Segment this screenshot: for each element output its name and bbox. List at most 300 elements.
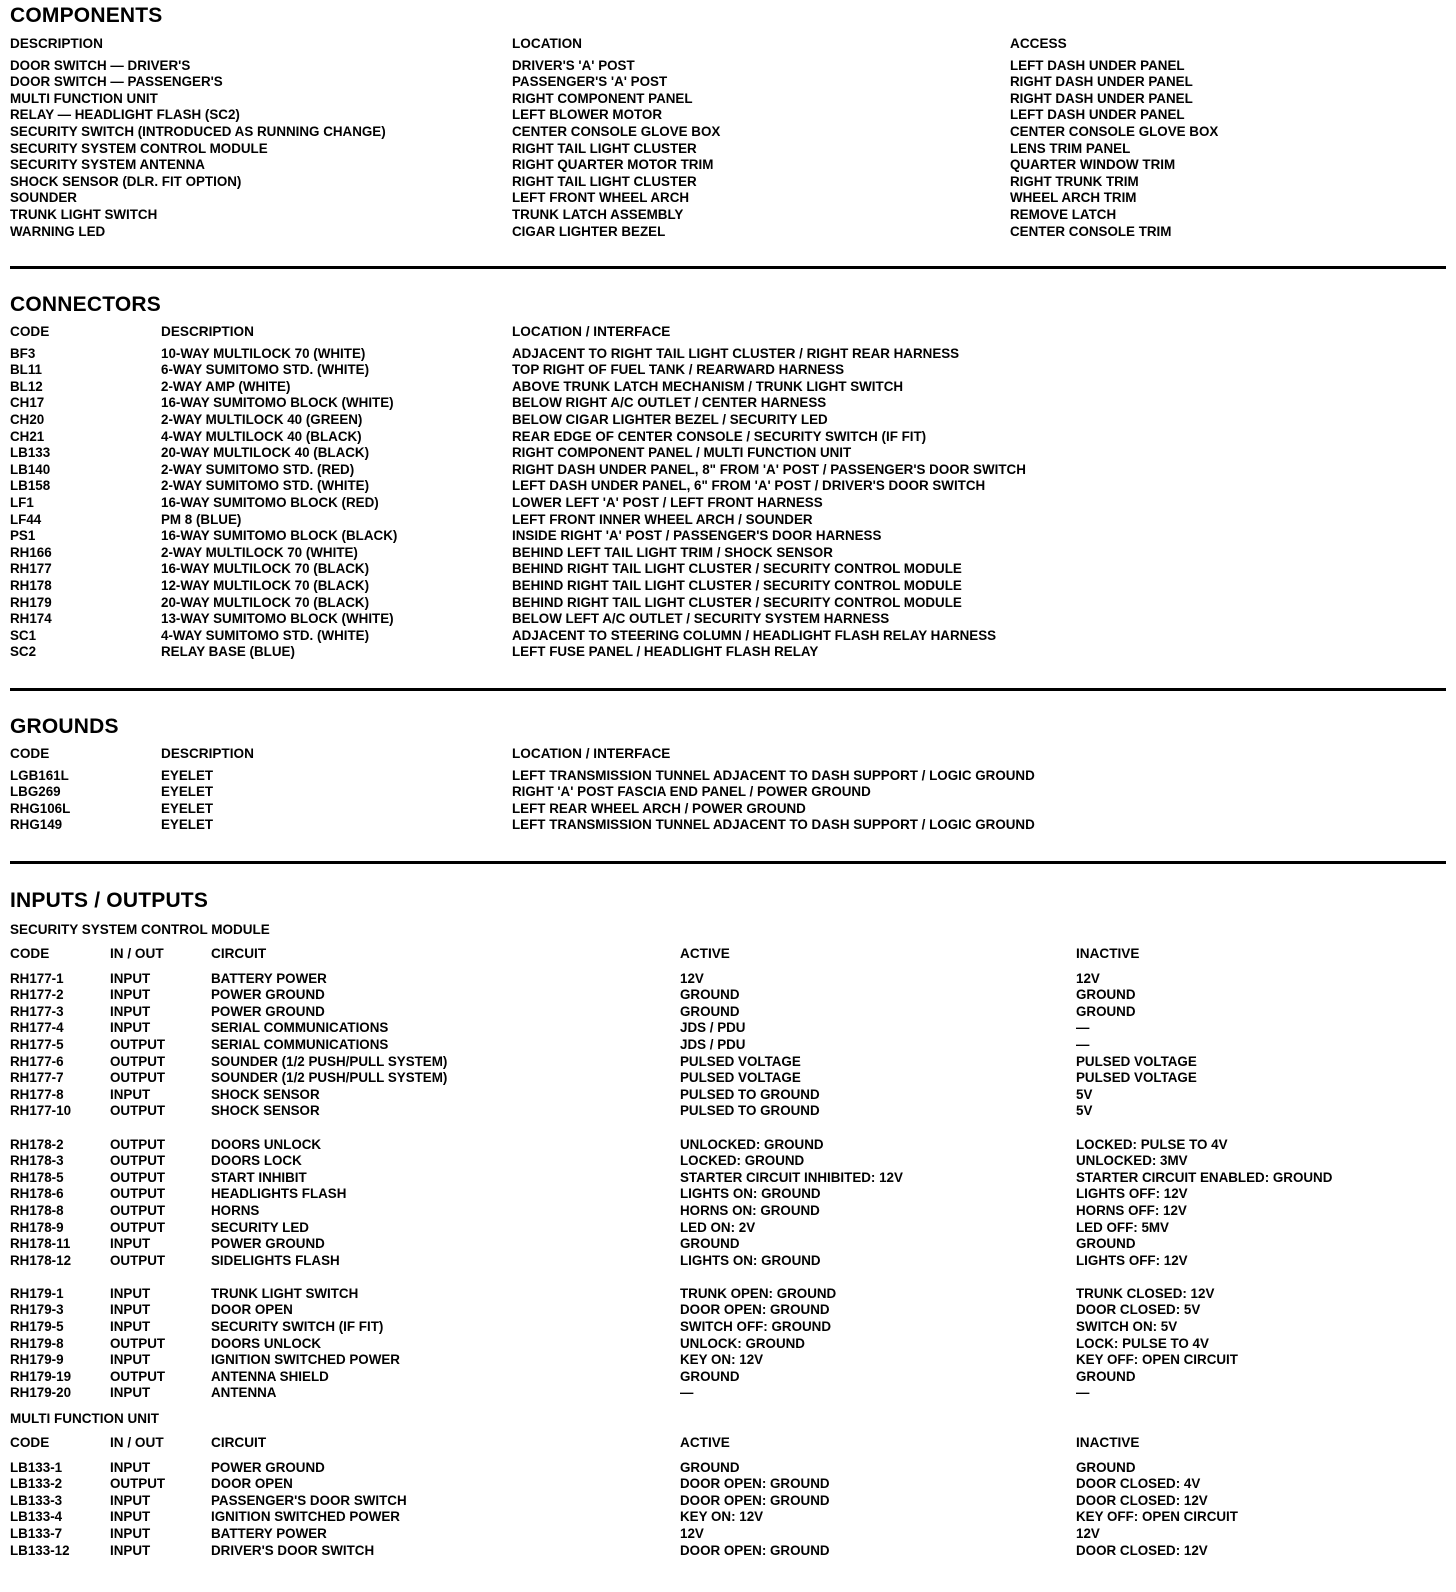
cell: BEHIND RIGHT TAIL LIGHT CLUSTER / SECURITY CONTROL MODULE: [512, 594, 962, 610]
table-row: [10, 1020, 1446, 1037]
column-header: CODE: [10, 746, 50, 761]
section-divider: [10, 861, 1446, 864]
cell: RH178-2: [10, 1136, 64, 1152]
cell: SC2: [10, 644, 37, 660]
cell: PS1: [10, 528, 36, 544]
cell: LEFT FUSE PANEL / HEADLIGHT FLASH RELAY: [512, 644, 819, 660]
cell: DOOR CLOSED: 12V: [1076, 1542, 1208, 1558]
group-spacer: [10, 1269, 1446, 1286]
cell: LEFT DASH UNDER PANEL: [1010, 107, 1185, 123]
table-row: [10, 1203, 1446, 1220]
cell: —: [1076, 1020, 1090, 1036]
cell: LBG269: [10, 784, 61, 800]
cell: BL11: [10, 362, 43, 378]
cell: SERIAL COMMUNICATIONS: [211, 1036, 389, 1052]
cell: PASSENGER'S DOOR SWITCH: [211, 1492, 407, 1508]
cell: ANTENNA SHIELD: [211, 1368, 329, 1384]
io-header: [10, 946, 1446, 963]
cell: LGB161L: [10, 767, 69, 783]
cell: SECURITY SYSTEM CONTROL MODULE: [10, 140, 268, 156]
cell: RH177-3: [10, 1003, 64, 1019]
cell: BEHIND RIGHT TAIL LIGHT CLUSTER / SECURITY CONTROL MODULE: [512, 577, 962, 593]
cell: INPUT: [110, 1385, 151, 1401]
column-header: INACTIVE: [1076, 946, 1140, 961]
column-header: CIRCUIT: [211, 1435, 267, 1451]
cell: TRUNK LIGHT SWITCH: [211, 1285, 359, 1301]
table-row: [10, 412, 1446, 429]
cell: OUTPUT: [110, 1252, 166, 1268]
cell: OUTPUT: [110, 1070, 166, 1086]
table-row: [10, 578, 1446, 595]
cell: POWER GROUND: [211, 1236, 325, 1252]
cell: BF3: [10, 345, 36, 361]
cell: DOOR CLOSED: 4V: [1076, 1476, 1201, 1492]
cell: OUTPUT: [110, 1169, 166, 1185]
cell: 4-WAY MULTILOCK 40 (BLACK): [161, 428, 362, 444]
cell: INPUT: [110, 987, 151, 1003]
cell: INPUT: [110, 1020, 151, 1036]
column-header: LOCATION: [512, 36, 582, 51]
cell: INPUT: [110, 1285, 151, 1301]
cell: EYELET: [161, 817, 214, 833]
cell: INPUT: [110, 1352, 151, 1368]
table-row: [10, 445, 1446, 462]
cell: RIGHT COMPONENT PANEL / MULTI FUNCTION UNIT: [512, 445, 852, 461]
table-row: [10, 561, 1446, 578]
cell: DOOR OPEN: GROUND: [680, 1542, 830, 1558]
table-row: [10, 1137, 1446, 1154]
cell: RH178-9: [10, 1219, 64, 1235]
cell: SOUNDER (1/2 PUSH/PULL SYSTEM): [211, 1070, 448, 1086]
cell: START INHIBIT: [211, 1169, 307, 1185]
cell: ABOVE TRUNK LATCH MECHANISM / TRUNK LIGHT SWITCH: [512, 378, 904, 394]
components-header: [10, 36, 1446, 53]
cell: LB133-4: [10, 1509, 63, 1525]
cell: INPUT: [110, 1492, 151, 1508]
cell: POWER GROUND: [211, 987, 325, 1003]
cell: UNLOCKED: 3MV: [1076, 1153, 1188, 1169]
section-title: COMPONENTS: [10, 4, 163, 27]
column-header: ACTIVE: [680, 1435, 730, 1451]
cell: RH178-6: [10, 1186, 64, 1202]
cell: OUTPUT: [110, 1136, 166, 1152]
cell: DOORS LOCK: [211, 1153, 302, 1169]
cell: DRIVER'S DOOR SWITCH: [211, 1542, 375, 1558]
cell: 13-WAY SUMITOMO BLOCK (WHITE): [161, 611, 394, 627]
cell: DOORS UNLOCK: [211, 1335, 322, 1351]
table-row: [10, 91, 1446, 108]
table-row: [10, 1302, 1446, 1319]
cell: 12V: [680, 1526, 704, 1541]
cell: GROUND: [680, 987, 740, 1003]
cell: RH179-1: [10, 1285, 64, 1301]
cell: PULSED TO GROUND: [680, 1086, 820, 1102]
cell: DOOR OPEN: GROUND: [680, 1492, 830, 1508]
table-row: [10, 1070, 1446, 1087]
cell: TRUNK CLOSED: 12V: [1076, 1285, 1215, 1301]
cell: BATTERY POWER: [211, 1526, 327, 1541]
cell: DOOR SWITCH — PASSENGER'S: [10, 74, 223, 90]
cell: 20-WAY MULTILOCK 70 (BLACK): [161, 594, 370, 610]
cell: GROUND: [1076, 1236, 1136, 1252]
grounds-rows: [10, 768, 1446, 834]
table-row: [10, 58, 1446, 75]
cell: RIGHT TAIL LIGHT CLUSTER: [512, 140, 697, 156]
cell: RHG149: [10, 817, 63, 833]
cell: SWITCH OFF: GROUND: [680, 1319, 831, 1335]
table-row: [10, 512, 1446, 529]
table-row: [10, 395, 1446, 412]
cell: DOOR OPEN: GROUND: [680, 1476, 830, 1492]
cell: HORNS: [211, 1202, 260, 1218]
cell: LF44: [10, 511, 42, 527]
cell: EYELET: [161, 800, 214, 816]
cell: PULSED VOLTAGE: [1076, 1053, 1197, 1069]
cell: GROUND: [680, 1368, 740, 1384]
cell: SHOCK SENSOR: [211, 1103, 320, 1119]
connectors-header: [10, 324, 1446, 341]
column-header: DESCRIPTION: [161, 746, 254, 761]
cell: RH179: [10, 594, 52, 610]
table-row: [10, 1493, 1446, 1510]
connectors-rows: [10, 346, 1446, 661]
cell: SERIAL COMMUNICATIONS: [211, 1020, 389, 1036]
cell: LEFT FRONT INNER WHEEL ARCH / SOUNDER: [512, 511, 813, 527]
cell: HORNS OFF: 12V: [1076, 1202, 1187, 1218]
table-row: [10, 1087, 1446, 1104]
cell: CH20: [10, 411, 45, 427]
table-row: [10, 628, 1446, 645]
cell: RH179-5: [10, 1319, 64, 1335]
cell: RH178-5: [10, 1169, 64, 1185]
cell: TRUNK LIGHT SWITCH: [10, 206, 158, 222]
cell: RH178-12: [10, 1252, 72, 1268]
cell: RH179-9: [10, 1352, 64, 1368]
cell: HORNS ON: GROUND: [680, 1202, 820, 1218]
table-row: [10, 1476, 1446, 1493]
table-row: [10, 987, 1446, 1004]
cell: WARNING LED: [10, 223, 106, 239]
cell: RH166: [10, 544, 52, 560]
cell: KEY ON: 12V: [680, 1352, 764, 1368]
cell: BELOW RIGHT A/C OUTLET / CENTER HARNESS: [512, 395, 827, 411]
cell: EYELET: [161, 784, 214, 800]
cell: POWER GROUND: [211, 1459, 325, 1475]
cell: 20-WAY MULTILOCK 40 (BLACK): [161, 445, 370, 461]
cell: INPUT: [110, 1319, 151, 1335]
cell: BL12: [10, 378, 43, 394]
cell: LB133-7: [10, 1526, 63, 1541]
cell: OUTPUT: [110, 1219, 166, 1235]
cell: INPUT: [110, 970, 151, 986]
table-row: [10, 971, 1446, 988]
cell: RIGHT DASH UNDER PANEL, 8" FROM 'A' POST / PASSENGER'S DOOR SWITCH: [512, 461, 1026, 477]
cell: LEFT TRANSMISSION TUNNEL ADJACENT TO DASH SUPPORT / LOGIC GROUND: [512, 767, 1035, 783]
cell: QUARTER WINDOW TRIM: [1010, 157, 1176, 173]
cell: PASSENGER'S 'A' POST: [512, 74, 668, 90]
section-title: GROUNDS: [10, 715, 119, 738]
cell: RH178-8: [10, 1202, 64, 1218]
column-header: CODE: [10, 324, 50, 339]
cell: INPUT: [110, 1236, 151, 1252]
column-header: IN / OUT: [110, 946, 164, 961]
cell: OUTPUT: [110, 1186, 166, 1202]
cell: INPUT: [110, 1003, 151, 1019]
cell: SECURITY SWITCH (INTRODUCED AS RUNNING CHANGE): [10, 123, 386, 139]
cell: LIGHTS OFF: 12V: [1076, 1186, 1188, 1202]
cell: LEFT FRONT WHEEL ARCH: [512, 190, 690, 206]
cell: HEADLIGHTS FLASH: [211, 1186, 347, 1202]
table-row: [10, 595, 1446, 612]
cell: RH177-7: [10, 1070, 64, 1086]
table-row: [10, 1054, 1446, 1071]
io-section: [10, 888, 1446, 1559]
cell: 12V: [1076, 970, 1100, 986]
cell: LOCK: PULSE TO 4V: [1076, 1335, 1209, 1351]
cell: REMOVE LATCH: [1010, 206, 1117, 222]
cell: UNLOCK: GROUND: [680, 1335, 805, 1351]
cell: RH177-4: [10, 1020, 64, 1036]
table-row: [10, 768, 1446, 785]
group-spacer: [10, 1120, 1446, 1137]
cell: OUTPUT: [110, 1153, 166, 1169]
cell: UNLOCKED: GROUND: [680, 1136, 824, 1152]
cell: OUTPUT: [110, 1036, 166, 1052]
cell: LB133: [10, 445, 51, 461]
cell: 12V: [680, 970, 704, 986]
cell: GROUND: [680, 1459, 740, 1475]
cell: LB133-12: [10, 1542, 70, 1558]
cell: 2-WAY SUMITOMO STD. (WHITE): [161, 478, 370, 494]
cell: RIGHT DASH UNDER PANEL: [1010, 74, 1193, 90]
cell: 16-WAY SUMITOMO BLOCK (WHITE): [161, 395, 394, 411]
cell: OUTPUT: [110, 1335, 166, 1351]
cell: OUTPUT: [110, 1202, 166, 1218]
table-row: [10, 611, 1446, 628]
table-row: [10, 157, 1446, 174]
column-header: LOCATION / INTERFACE: [512, 324, 671, 339]
table-row: [10, 528, 1446, 545]
table-row: [10, 207, 1446, 224]
cell: 2-WAY MULTILOCK 40 (GREEN): [161, 411, 363, 427]
cell: —: [1076, 1036, 1090, 1052]
cell: ADJACENT TO RIGHT TAIL LIGHT CLUSTER / RIGHT REAR HARNESS: [512, 345, 960, 361]
cell: 6-WAY SUMITOMO STD. (WHITE): [161, 362, 370, 378]
cell: SECURITY SWITCH (IF FIT): [211, 1319, 384, 1335]
cell: RIGHT TAIL LIGHT CLUSTER: [512, 173, 697, 189]
cell: ANTENNA: [211, 1385, 277, 1401]
cell: SECURITY SYSTEM ANTENNA: [10, 157, 205, 173]
table-row: [10, 1543, 1446, 1560]
cell: RH179-19: [10, 1368, 72, 1384]
table-row: [10, 1369, 1446, 1386]
cell: IGNITION SWITCHED POWER: [211, 1352, 400, 1368]
cell: LB133-2: [10, 1476, 63, 1492]
cell: DOOR OPEN: GROUND: [680, 1302, 830, 1318]
cell: LB158: [10, 478, 51, 494]
column-header: LOCATION / INTERFACE: [512, 746, 671, 761]
table-row: [10, 801, 1446, 818]
cell: LEFT DASH UNDER PANEL: [1010, 57, 1185, 73]
cell: RH174: [10, 611, 52, 627]
cell: INPUT: [110, 1459, 151, 1475]
cell: INPUT: [110, 1509, 151, 1525]
cell: TOP RIGHT OF FUEL TANK / REARWARD HARNESS: [512, 362, 845, 378]
table-row: [10, 190, 1446, 207]
cell: BELOW LEFT A/C OUTLET / SECURITY SYSTEM HARNESS: [512, 611, 890, 627]
cell: LENS TRIM PANEL: [1010, 140, 1131, 156]
cell: CENTER CONSOLE TRIM: [1010, 223, 1172, 239]
table-row: [10, 1004, 1446, 1021]
cell: 16-WAY SUMITOMO BLOCK (RED): [161, 494, 379, 510]
cell: 2-WAY MULTILOCK 70 (WHITE): [161, 544, 358, 560]
cell: PULSED VOLTAGE: [680, 1070, 801, 1086]
cell: STARTER CIRCUIT INHIBITED: 12V: [680, 1169, 903, 1185]
grounds-header: [10, 746, 1446, 763]
cell: DOOR CLOSED: 12V: [1076, 1492, 1208, 1508]
cell: —: [1076, 1385, 1090, 1401]
cell: LF1: [10, 494, 34, 510]
cell: BEHIND RIGHT TAIL LIGHT CLUSTER / SECURITY CONTROL MODULE: [512, 561, 962, 577]
cell: INPUT: [110, 1302, 151, 1318]
section-divider: [10, 688, 1446, 691]
cell: LEFT BLOWER MOTOR: [512, 107, 663, 123]
cell: DOOR CLOSED: 5V: [1076, 1302, 1201, 1318]
cell: GROUND: [1076, 987, 1136, 1003]
table-row: [10, 1385, 1446, 1402]
table-row: [10, 1336, 1446, 1353]
column-header: IN / OUT: [110, 1435, 164, 1451]
cell: KEY OFF: OPEN CIRCUIT: [1076, 1352, 1238, 1368]
cell: 5V: [1076, 1103, 1093, 1119]
cell: LIGHTS ON: GROUND: [680, 1252, 821, 1268]
table-row: [10, 1153, 1446, 1170]
cell: LED OFF: 5MV: [1076, 1219, 1169, 1235]
cell: RH178: [10, 577, 52, 593]
cell: RH177-1: [10, 970, 64, 986]
cell: DOOR OPEN: [211, 1302, 293, 1318]
cell: CENTER CONSOLE GLOVE BOX: [1010, 123, 1219, 139]
table-row: [10, 429, 1446, 446]
cell: —: [680, 1385, 694, 1401]
cell: SOUNDER: [10, 190, 77, 206]
cell: CENTER CONSOLE GLOVE BOX: [512, 123, 721, 139]
table-row: [10, 346, 1446, 363]
cell: 10-WAY MULTILOCK 70 (WHITE): [161, 345, 366, 361]
section-title: INPUTS / OUTPUTS: [10, 889, 209, 912]
column-header: CIRCUIT: [211, 946, 267, 961]
cell: POWER GROUND: [211, 1003, 325, 1019]
cell: SC1: [10, 627, 37, 643]
cell: RH177-2: [10, 987, 64, 1003]
table-row: [10, 107, 1446, 124]
table-row: [10, 74, 1446, 91]
cell: JDS / PDU: [680, 1020, 746, 1036]
cell: RIGHT QUARTER MOTOR TRIM: [512, 157, 714, 173]
cell: GROUND: [680, 1003, 740, 1019]
cell: RIGHT DASH UNDER PANEL: [1010, 90, 1193, 106]
cell: IGNITION SWITCHED POWER: [211, 1509, 400, 1525]
cell: OUTPUT: [110, 1103, 166, 1119]
table-row: [10, 1170, 1446, 1187]
cell: 12-WAY MULTILOCK 70 (BLACK): [161, 577, 370, 593]
cell: DOOR OPEN: [211, 1476, 293, 1492]
cell: GROUND: [680, 1236, 740, 1252]
module-title: MULTI FUNCTION UNIT: [10, 1411, 159, 1427]
components-section: [10, 3, 1446, 240]
cell: SECURITY LED: [211, 1219, 309, 1235]
table-row: [10, 644, 1446, 661]
cell: RIGHT COMPONENT PANEL: [512, 90, 693, 106]
cell: 12V: [1076, 1526, 1100, 1541]
cell: RH178-11: [10, 1236, 71, 1252]
column-header: DESCRIPTION: [161, 324, 254, 339]
cell: PM 8 (BLUE): [161, 511, 242, 527]
table-row: [10, 1319, 1446, 1336]
cell: INPUT: [110, 1542, 151, 1558]
cell: LB140: [10, 461, 51, 477]
cell: KEY OFF: OPEN CIRCUIT: [1076, 1509, 1238, 1525]
cell: RHG106L: [10, 800, 71, 816]
cell: LOCKED: PULSE TO 4V: [1076, 1136, 1228, 1152]
table-row: [10, 124, 1446, 141]
components-rows: [10, 58, 1446, 241]
table-row: [10, 1526, 1446, 1543]
cell: DOOR SWITCH — DRIVER'S: [10, 57, 191, 73]
table-row: [10, 1236, 1446, 1253]
table-row: [10, 495, 1446, 512]
cell: INSIDE RIGHT 'A' POST / PASSENGER'S DOOR HARNESS: [512, 528, 882, 544]
cell: BATTERY POWER: [211, 970, 327, 986]
cell: PULSED VOLTAGE: [680, 1053, 801, 1069]
cell: 2-WAY AMP (WHITE): [161, 378, 291, 394]
cell: LEFT TRANSMISSION TUNNEL ADJACENT TO DASH SUPPORT / LOGIC GROUND: [512, 817, 1035, 833]
cell: ADJACENT TO STEERING COLUMN / HEADLIGHT FLASH RELAY HARNESS: [512, 627, 997, 643]
cell: INPUT: [110, 1086, 151, 1102]
column-header: CODE: [10, 946, 50, 961]
table-row: [10, 174, 1446, 191]
cell: CIGAR LIGHTER BEZEL: [512, 223, 666, 239]
column-header: ACTIVE: [680, 946, 730, 961]
cell: LEFT REAR WHEEL ARCH / POWER GROUND: [512, 800, 806, 816]
table-row: [10, 141, 1446, 158]
cell: RH177: [10, 561, 52, 577]
column-header: ACCESS: [1010, 36, 1067, 51]
cell: 16-WAY MULTILOCK 70 (BLACK): [161, 561, 370, 577]
cell: RH177-5: [10, 1036, 64, 1052]
cell: MULTI FUNCTION UNIT: [10, 90, 158, 106]
table-row: [10, 1220, 1446, 1237]
cell: GROUND: [1076, 1368, 1136, 1384]
connectors-section: [10, 292, 1446, 661]
cell: GROUND: [1076, 1459, 1136, 1475]
cell: CH17: [10, 395, 45, 411]
cell: LOCKED: GROUND: [680, 1153, 805, 1169]
cell: PULSED TO GROUND: [680, 1103, 820, 1119]
table-row: [10, 1186, 1446, 1203]
cell: LEFT DASH UNDER PANEL, 6" FROM 'A' POST / DRIVER'S DOOR SWITCH: [512, 478, 986, 494]
cell: WHEEL ARCH TRIM: [1010, 190, 1137, 206]
cell: LOWER LEFT 'A' POST / LEFT FRONT HARNESS: [512, 494, 823, 510]
table-row: [10, 784, 1446, 801]
table-row: [10, 817, 1446, 834]
table-row: [10, 1352, 1446, 1369]
cell: SHOCK SENSOR (DLR. FIT OPTION): [10, 173, 242, 189]
cell: RIGHT 'A' POST FASCIA END PANEL / POWER GROUND: [512, 784, 871, 800]
cell: STARTER CIRCUIT ENABLED: GROUND: [1076, 1169, 1333, 1185]
column-header: INACTIVE: [1076, 1435, 1140, 1451]
cell: KEY ON: 12V: [680, 1509, 764, 1525]
